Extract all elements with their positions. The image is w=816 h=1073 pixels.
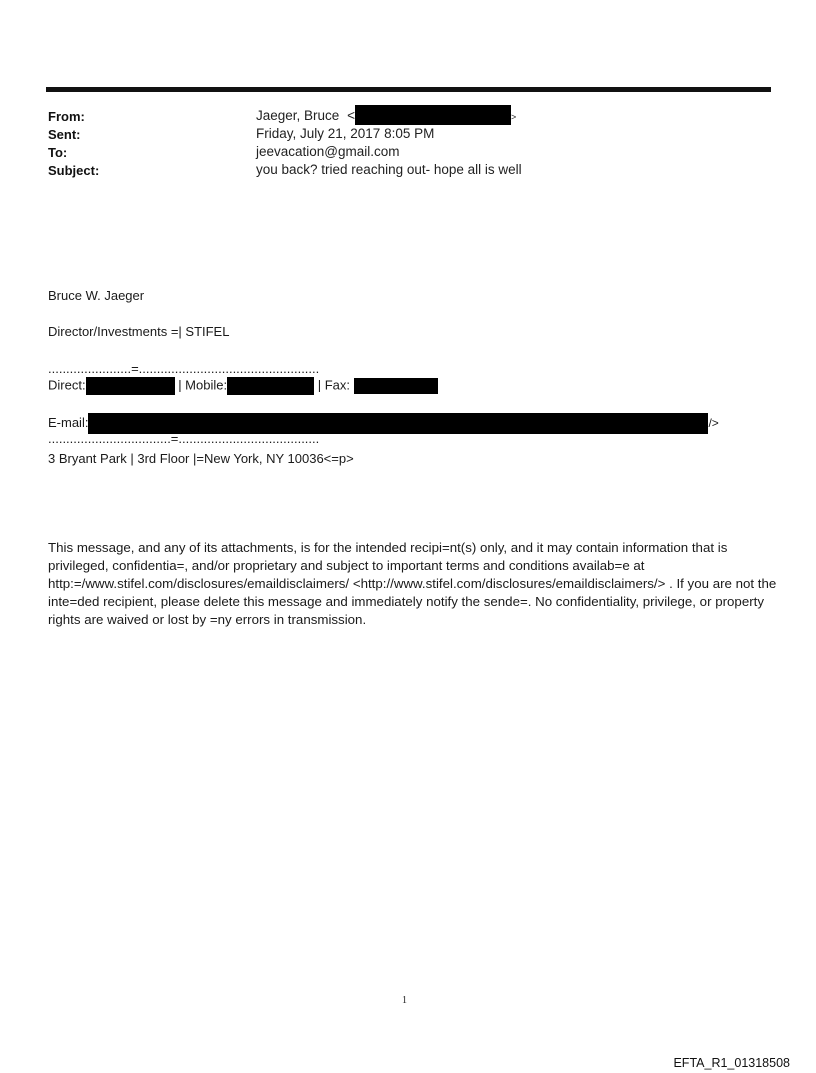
sent-label: Sent: [48, 127, 81, 142]
document-id: EFTA_R1_01318508 [673, 1056, 790, 1070]
signature-separator-dots: .......................=.................................................. [48, 361, 320, 376]
sender-name: Jaeger, Bruce [256, 108, 340, 124]
sent-value: Friday, July 21, 2017 8:05 PM [256, 126, 435, 141]
mobile-label: | Mobile: [178, 377, 228, 393]
contact-phone-line [48, 377, 438, 395]
direct-label: Direct: [48, 377, 86, 393]
legal-disclaimer: This message, and any of its attachments, is for the intended recipi=nt(s) only, and it may contain information that is privileged, confidentia=, and/or proprietary and subject to important terms and conditions availab=e at http:=/www.stifel.com/disclosures/emaildisclaimers/ <http://www.stifel.com/disclosures/emaildisclaimers/> . If you are not the inte=ded recipient, please delete this message and immediately notify the sende=. No confidentiality, privilege, or property rights are waived or lost by =ny errors in transmission. [48, 540, 777, 627]
email-close-bracket: /> [708, 415, 719, 430]
subject-label: Subject: [48, 163, 100, 178]
from-close-bracket: > [510, 112, 517, 123]
redacted-mobile-number [227, 377, 314, 395]
to-label: To: [48, 145, 68, 160]
to-value: jeevacation@gmail.com [256, 144, 400, 159]
signature-address: 3 Bryant Park | 3rd Floor |=New York, NY 10036<=p> [48, 451, 354, 466]
from-open-bracket: < [347, 108, 355, 124]
redacted-direct-number [86, 377, 175, 395]
subject-value: you back? tried reaching out- hope all is well [256, 162, 522, 177]
page-number: 1 [402, 995, 407, 1006]
signature-title: Director/Investments =| STIFEL [48, 324, 230, 339]
redacted-fax-number [354, 378, 438, 394]
from-label: From: [48, 109, 85, 124]
signature-name: Bruce W. Jaeger [48, 288, 145, 303]
header-divider-rule [46, 87, 771, 92]
address-separator-dots: ..................................=....................................... [48, 431, 320, 446]
from-value [256, 108, 516, 125]
fax-label: | Fax: [317, 377, 350, 393]
email-label: E-mail: [48, 414, 89, 430]
redacted-sender-email [355, 105, 511, 125]
